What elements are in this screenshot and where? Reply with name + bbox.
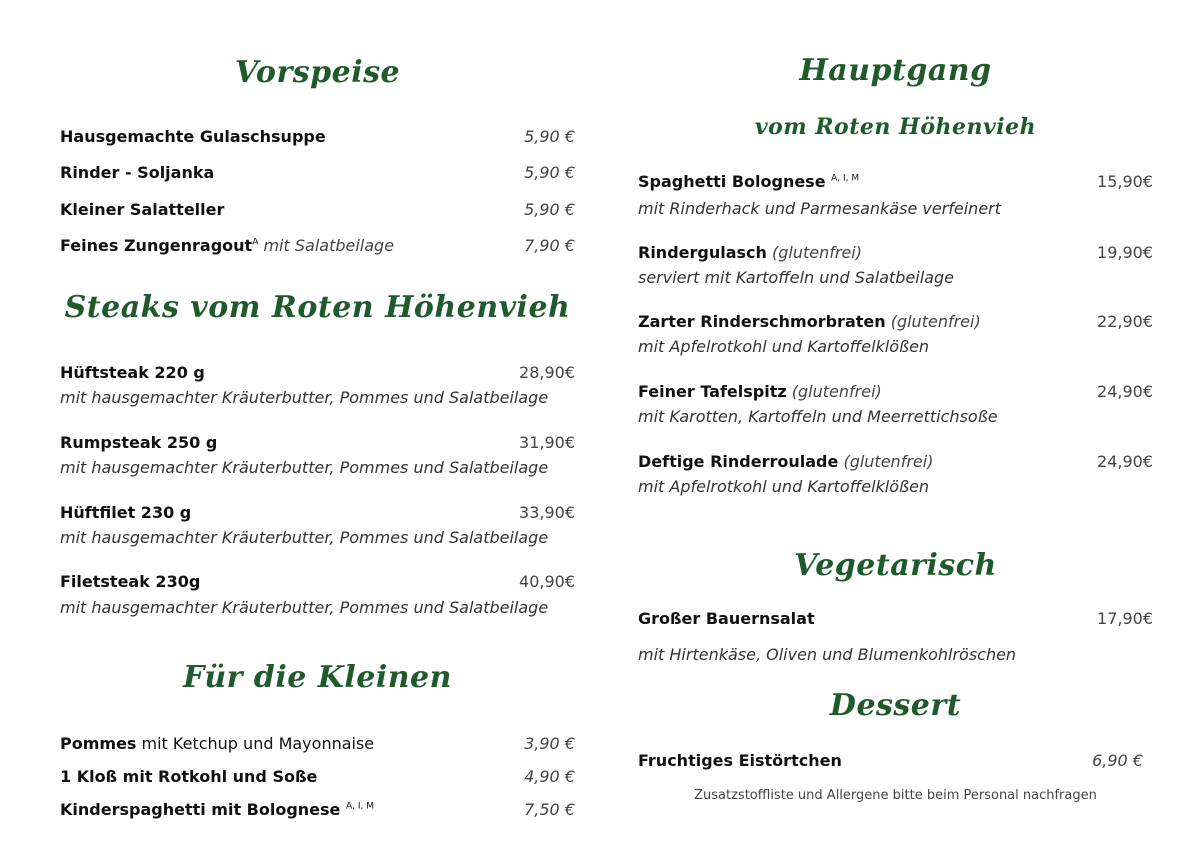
item-description: mit hausgemachter Kräuterbutter, Pommes und Salatbeilage <box>60 458 549 477</box>
item-price: 7,90 € <box>524 236 575 255</box>
item-name-group <box>60 800 374 819</box>
item-description: mit Rinderhack und Parmesankäse verfeinert <box>638 199 1002 218</box>
item-price: 22,90€ <box>1097 312 1153 331</box>
menu-item <box>638 452 1153 476</box>
allergen-marker: A, I, M <box>345 801 375 812</box>
item-name-group <box>638 312 981 331</box>
menu-item <box>638 751 1153 775</box>
item-name: Großer Bauernsalat <box>638 609 815 628</box>
item-name: Rumpsteak 250 g <box>60 433 218 452</box>
menu-item <box>638 243 1153 267</box>
allergen-marker: A <box>252 237 259 248</box>
item-extra: (glutenfrei) <box>766 243 862 262</box>
item-name: Fruchtiges Eistörtchen <box>638 751 842 770</box>
item-name-group <box>638 243 862 262</box>
menu-item <box>60 503 575 527</box>
menu-item <box>638 312 1153 336</box>
item-name: 1 Kloß mit Rotkohl und Soße <box>60 767 318 786</box>
item-description: serviert mit Kartoffeln und Salatbeilage <box>638 268 954 287</box>
item-name: Hausgemachte Gulaschsuppe <box>60 127 326 146</box>
item-name-group <box>60 236 394 255</box>
vegetarisch-heading: Vegetarisch <box>794 548 997 583</box>
item-price: 15,90€ <box>1097 172 1153 191</box>
item-extra: mit Salatbeilage <box>258 236 395 255</box>
item-description: mit Apfelrotkohl und Kartoffelklößen <box>638 477 930 496</box>
menu-item <box>60 163 575 187</box>
item-name: Deftige Rinderroulade <box>638 452 839 471</box>
item-name: Spaghetti Bolognese <box>638 172 826 191</box>
item-price: 7,50 € <box>524 800 575 819</box>
menu-item <box>60 200 575 224</box>
item-name: Hüftsteak 220 g <box>60 363 205 382</box>
menu-item <box>638 172 1153 196</box>
item-name: Zarter Rinderschmorbraten <box>638 312 886 331</box>
item-extra: (glutenfrei) <box>786 382 882 401</box>
item-price: 17,90€ <box>1097 609 1153 628</box>
hauptgang-subheading: vom Roten Höhenvieh <box>754 114 1037 140</box>
item-description: mit Apfelrotkohl und Kartoffelklößen <box>638 337 930 356</box>
item-name-group <box>638 172 859 191</box>
kleinen-heading: Für die Kleinen <box>183 660 452 695</box>
menu-item <box>60 127 575 151</box>
item-name: Rindergulasch <box>638 243 767 262</box>
menu-item <box>60 800 575 824</box>
item-description: mit Karotten, Kartoffeln und Meerrettichsoße <box>638 407 998 426</box>
item-description: mit hausgemachter Kräuterbutter, Pommes und Salatbeilage <box>60 528 549 547</box>
menu-item <box>60 363 575 387</box>
item-price: 3,90 € <box>524 734 575 753</box>
item-name: Feiner Tafelspitz <box>638 382 787 401</box>
menu-item <box>60 433 575 457</box>
item-name: Feines Zungenragout <box>60 236 253 255</box>
item-name-group <box>60 734 374 753</box>
dessert-heading: Dessert <box>829 688 962 723</box>
menu-item <box>60 236 575 260</box>
item-price: 5,90 € <box>524 200 575 219</box>
item-price: 40,90€ <box>519 572 575 591</box>
hauptgang-heading: Hauptgang <box>799 53 992 88</box>
item-description: mit hausgemachter Kräuterbutter, Pommes und Salatbeilage <box>60 598 549 617</box>
allergen-marker: A, I, M <box>831 173 860 184</box>
item-name: Hüftfilet 230 g <box>60 503 192 522</box>
item-price: 28,90€ <box>519 363 575 382</box>
item-name-group <box>638 452 933 471</box>
item-price: 5,90 € <box>524 127 575 146</box>
menu-item <box>638 382 1153 406</box>
allergen-note: Zusatzstoffliste und Allergene bitte beim Personal nachfragen <box>694 788 1097 803</box>
item-price: 31,90€ <box>519 433 575 452</box>
item-price: 24,90€ <box>1097 452 1153 471</box>
item-price: 19,90€ <box>1097 243 1153 262</box>
item-extra: mit Ketchup und Mayonnaise <box>136 734 375 753</box>
menu-item <box>638 609 1153 633</box>
item-name-group <box>638 382 882 401</box>
steaks-heading: Steaks vom Roten Höhenvieh <box>64 290 571 325</box>
item-name: Kleiner Salatteller <box>60 200 225 219</box>
menu-item <box>60 572 575 596</box>
vorspeise-heading: Vorspeise <box>234 55 401 90</box>
item-description: mit Hirtenkäse, Oliven und Blumenkohlröschen <box>638 645 1017 664</box>
menu-item <box>60 767 575 791</box>
item-name: Filetsteak 230g <box>60 572 201 591</box>
item-description: mit hausgemachter Kräuterbutter, Pommes und Salatbeilage <box>60 388 549 407</box>
item-price: 6,90 € <box>1092 751 1143 770</box>
item-name: Pommes <box>60 734 137 753</box>
item-name: Kinderspaghetti mit Bolognese <box>60 800 341 819</box>
item-price: 4,90 € <box>524 767 575 786</box>
item-price: 24,90€ <box>1097 382 1153 401</box>
item-price: 33,90€ <box>519 503 575 522</box>
menu-item <box>60 734 575 758</box>
item-price: 5,90 € <box>524 163 575 182</box>
item-name: Rinder - Soljanka <box>60 163 215 182</box>
item-extra: (glutenfrei) <box>885 312 981 331</box>
item-extra: (glutenfrei) <box>838 452 934 471</box>
